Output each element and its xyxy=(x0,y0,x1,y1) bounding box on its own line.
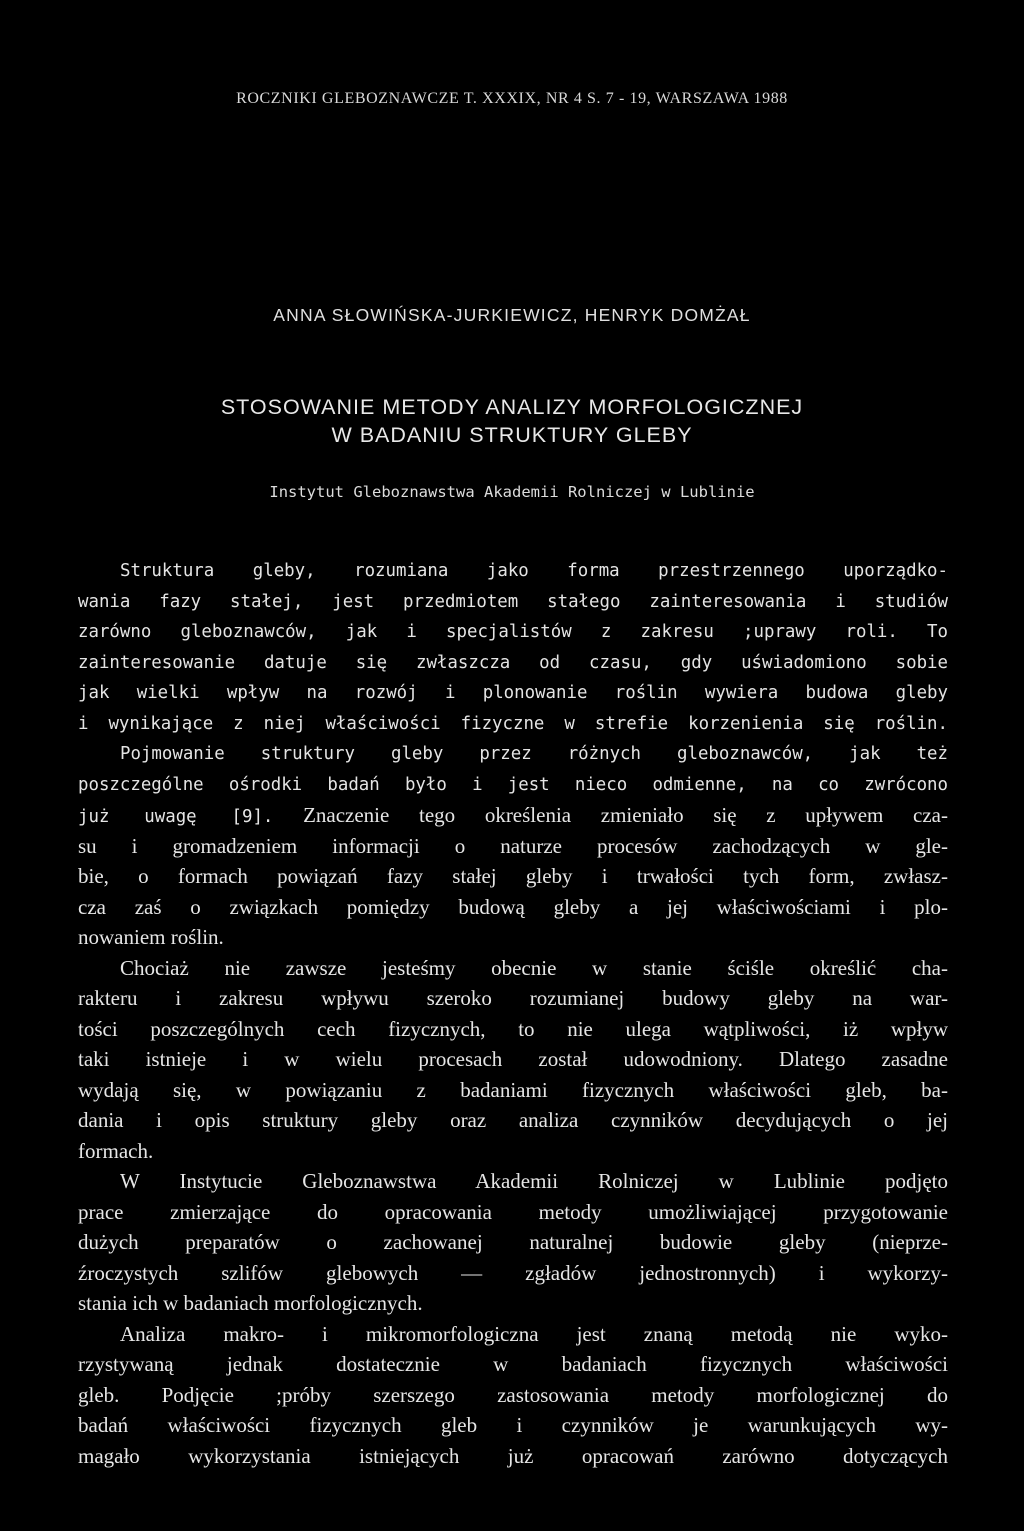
text-line: stania ich w badaniach morfologicznych. xyxy=(78,1291,423,1315)
text-line-mixed xyxy=(78,800,948,831)
text-line: zarówno gleboznawców, jak i specjalistów z zakresu ;uprawy roli. To xyxy=(78,622,948,642)
text-line: Pojmowanie struktury gleby przez różnych gleboznawców, jak też xyxy=(120,744,948,764)
text-line: rakteru i zakresu wpływu szeroko rozumianej budowy gleby na war- xyxy=(78,986,948,1010)
text-line: magało wykorzystania istniejących już opracowań zarówno dotyczących xyxy=(78,1443,948,1468)
text-line: Chociaż nie zawsze jesteśmy obecnie w stanie ściśle określić cha- xyxy=(120,955,948,980)
text-line: formach. xyxy=(78,1138,154,1163)
text-line: bie, o formach powiązań fazy stałej gleby i trwałości tych form, zwłasz- xyxy=(78,864,948,888)
text-line: wania fazy stałej, jest przedmiotem stałego zainteresowania i studiów xyxy=(78,591,948,612)
text-line: cza zaś o związkach pomiędzy budową gleby a jej właściwościami i plo- xyxy=(78,894,948,919)
text-line: rzystywaną jednak dostatecznie w badaniach fizycznych właściwości xyxy=(78,1352,948,1376)
text-line: i wynikające z niej właściwości fizyczne w strefie korzenienia się roślin. xyxy=(78,713,948,734)
body-paragraph-1 xyxy=(78,556,948,800)
text-line: su i gromadzeniem informacji o naturze procesów zachodzących w gle- xyxy=(78,833,948,858)
text-run-serif: Znaczenie tego określenia zmieniało się z upływem cza- xyxy=(273,803,948,827)
text-line: wydają się, w powiązaniu z badaniami fizycznych właściwości gleb, ba- xyxy=(78,1077,948,1102)
text-line: badań właściwości fizycznych gleb i czynników je warunkujących wy- xyxy=(78,1413,948,1437)
title-line-1: STOSOWANIE METODY ANALIZY MORFOLOGICZNEJ xyxy=(220,395,804,419)
text-line: gleb. Podjęcie ;próby szerszego zastosowania metody morfologicznej do xyxy=(78,1382,948,1407)
text-line: jak wielki wpływ na rozwój i plonowanie roślin wywiera budowa gleby xyxy=(78,683,948,703)
text-line: prace zmierzające do opracowania metody umożliwiającej przygotowanie xyxy=(78,1199,948,1224)
text-line: poszczególne ośrodki badań było i jest nieco odmienne, na co zwrócono xyxy=(78,774,948,795)
text-line: Struktura gleby, rozumiana jako forma przestrzennego uporządko- xyxy=(120,561,948,581)
institute-affiliation: Instytut Gleboznawstwa Akademii Rolniczej w Lublinie xyxy=(269,483,755,501)
text-line: źroczystych szlifów glebowych — zgładów jednostronnych) i wykorzy- xyxy=(78,1260,948,1285)
title-line-2: W BADANIU STRUKTURY GLEBY xyxy=(331,423,693,447)
text-line: tości poszczególnych cech fizycznych, to nie ulega wątpliwości, iż wpływ xyxy=(78,1016,948,1041)
body-paragraph-serif xyxy=(78,800,948,1471)
running-head: ROCZNIKI GLEBOZNAWCZE T. XXXIX, NR 4 S. 7 - 19, WARSZAWA 1988 xyxy=(236,90,788,107)
text-line: taki istnieje i w wielu procesach został udowodniony. Dlatego zasadne xyxy=(78,1047,948,1071)
text-line: Analiza makro- i mikromorfologiczna jest znaną metodą nie wyko- xyxy=(120,1321,948,1346)
article-authors: ANNA SŁOWIŃSKA-JURKIEWICZ, HENRYK DOMŻAŁ xyxy=(273,305,751,325)
text-line: zainteresowanie datuje się zwłaszcza od czasu, gdy uświadomiono sobie xyxy=(78,652,948,673)
text-line: dania i opis struktury gleby oraz analiza czynników decydujących o jej xyxy=(78,1108,948,1132)
text-line: nowaniem roślin. xyxy=(78,925,224,949)
article-title xyxy=(0,393,1024,449)
text-line: W Instytucie Gleboznawstwa Akademii Rolniczej w Lublinie podjęto xyxy=(120,1169,948,1193)
text-line: dużych preparatów o zachowanej naturalnej budowie gleby (nieprze- xyxy=(78,1230,948,1254)
text-run-mono: już uwagę [9]. xyxy=(78,807,274,827)
